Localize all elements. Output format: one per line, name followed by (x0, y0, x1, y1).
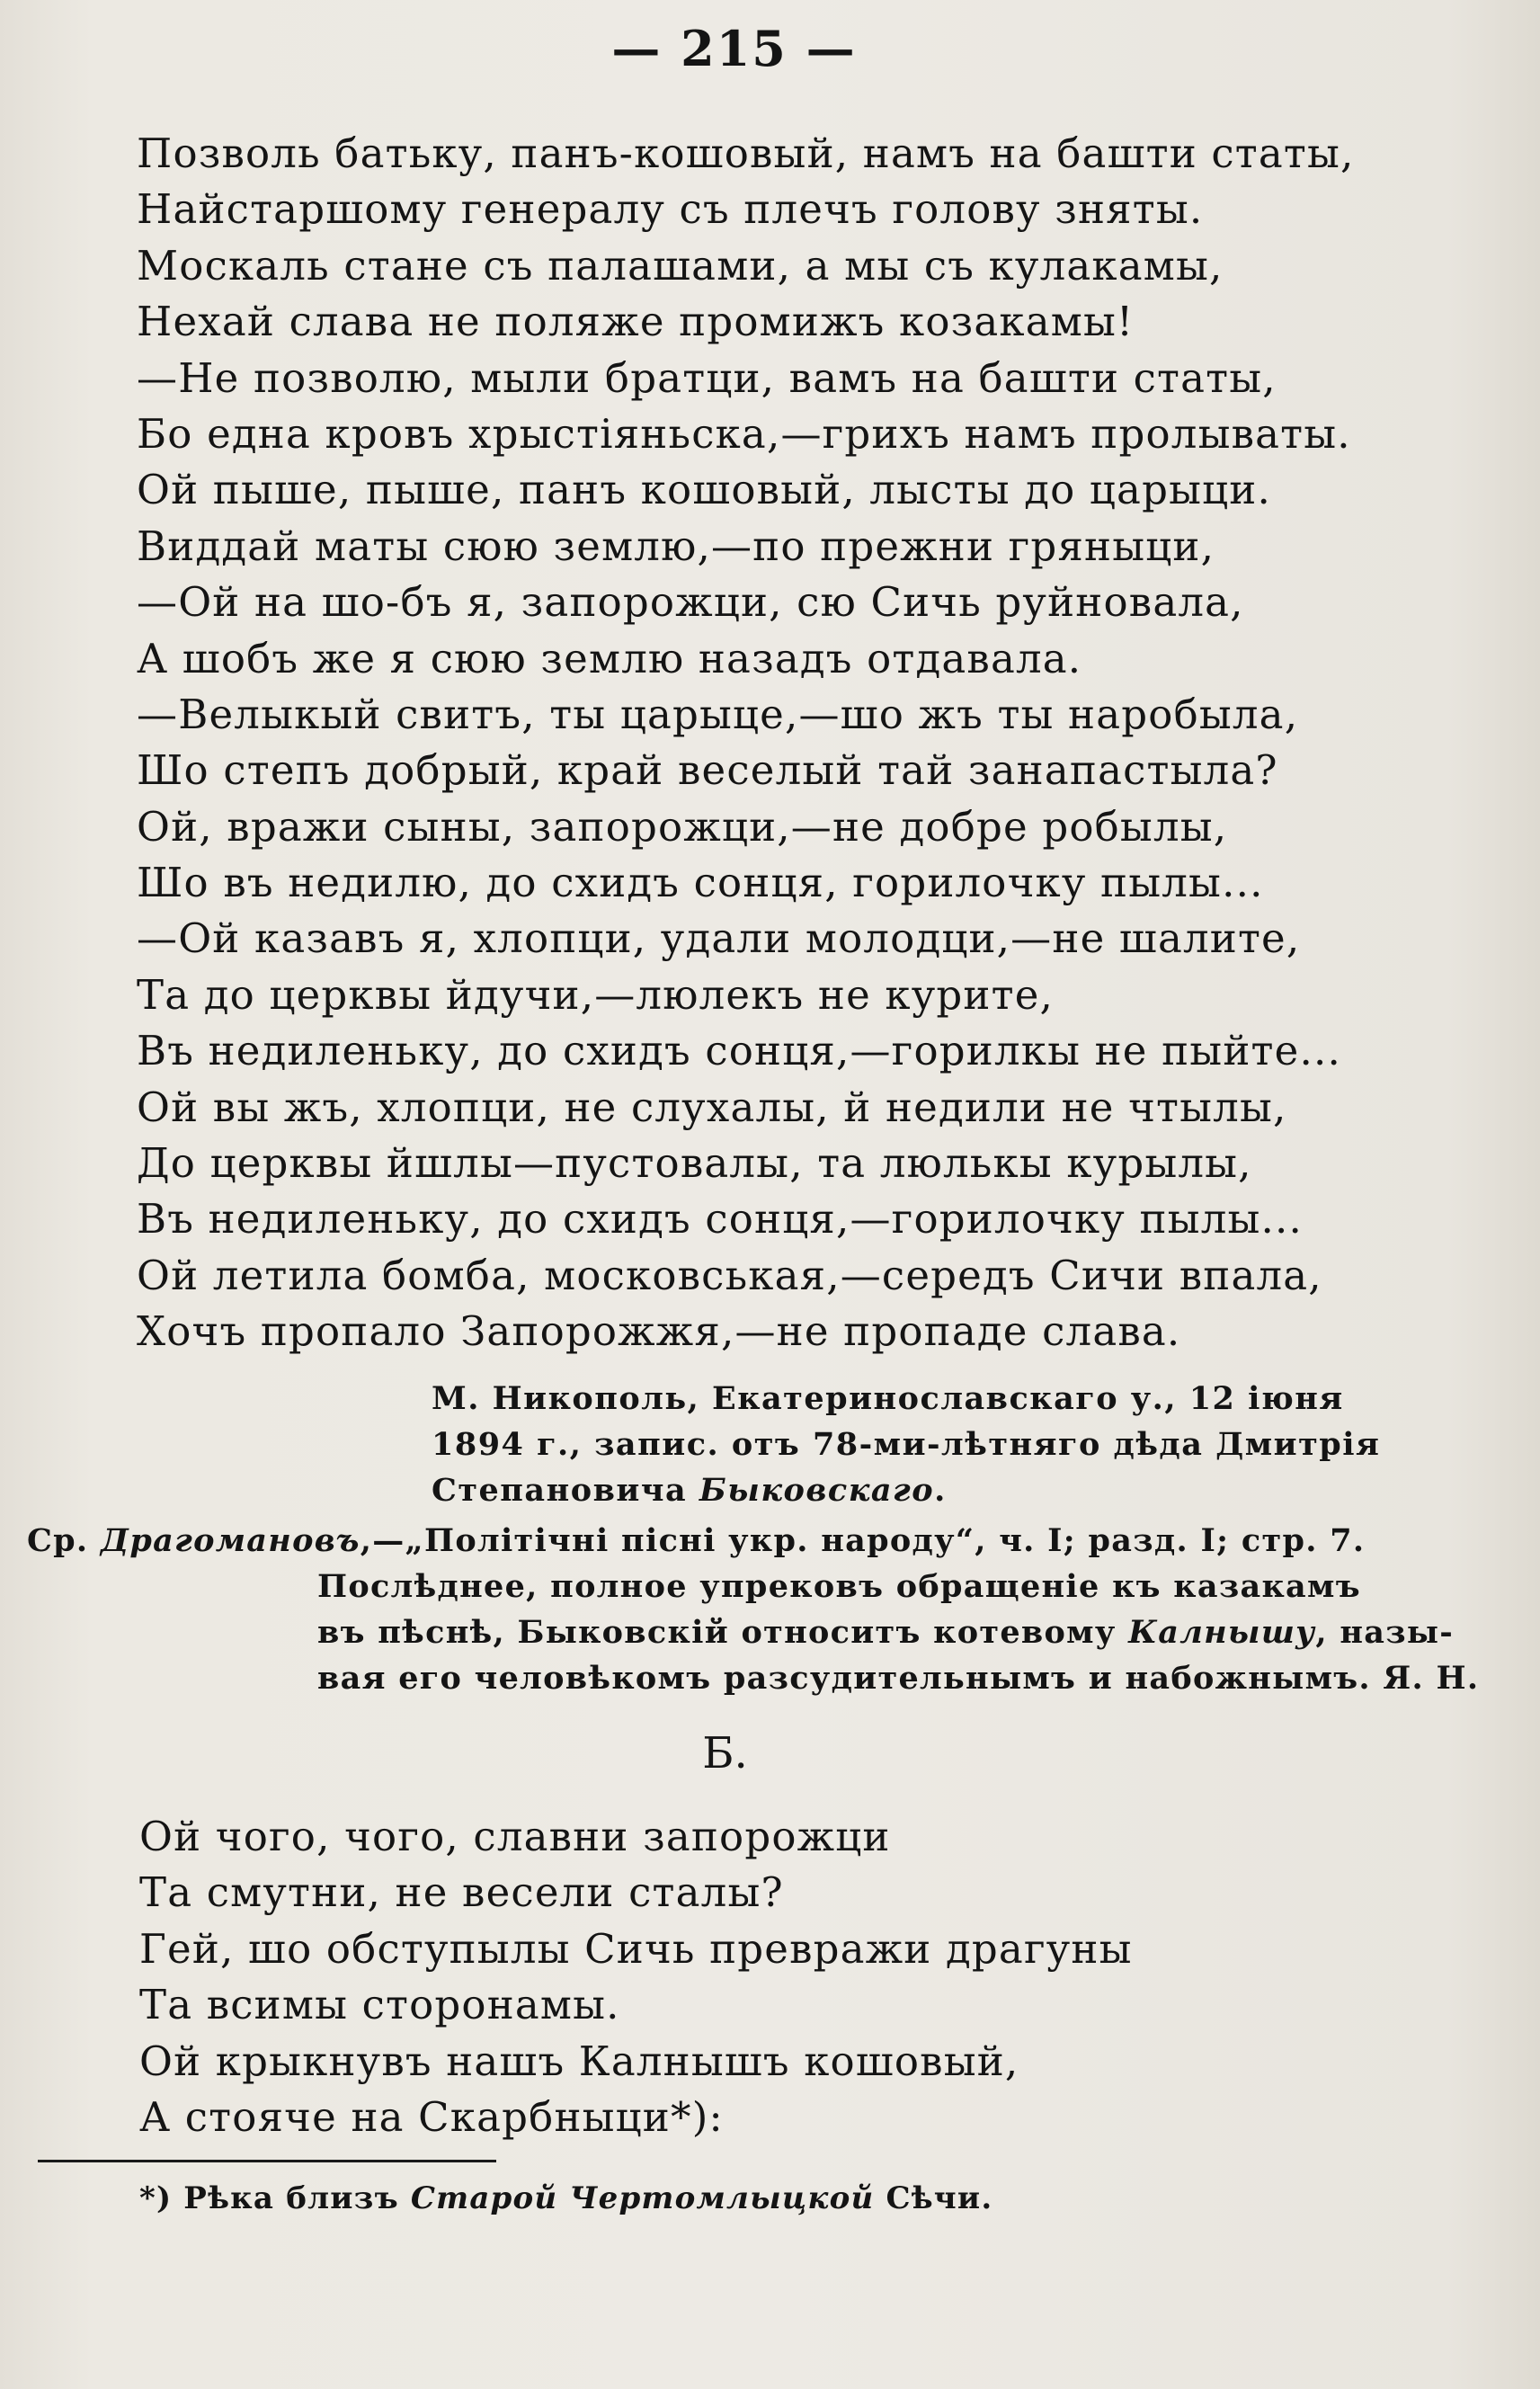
crossref-citation: ,—„Політічні пісні укр. народу“, ч. І; разд. І; стр. 7. (360, 1522, 1366, 1559)
poem-line: Гей, шо обступылы Сичь превражи драгуны (139, 1924, 1133, 1973)
poem-line: Шо въ недилю, до схидъ сонця, горилочку пылы... (137, 859, 1264, 907)
crossref-line (27, 1518, 1501, 1564)
poem-line: А шобъ же я сюю землю назадъ отдавала. (137, 634, 1082, 682)
section-heading: Б. (702, 1728, 748, 1778)
crossref-note-line: вая его человѣкомъ разсудительнымъ и набожнымъ. Я. Н. (317, 1660, 1480, 1697)
source-attribution (432, 1376, 1456, 1513)
attribution-line (432, 1467, 1456, 1513)
poem-line: Москаль стане съ палашами, а мы съ кулакамы, (137, 241, 1224, 290)
poem-line: Нехай слава не поляже промижъ козакамы! (137, 298, 1135, 346)
crossref-note-text: , назы- (1315, 1614, 1455, 1651)
attribution-line: 1894 г., запис. отъ 78-ми-лѣтняго дѣда Дмитрія (432, 1426, 1381, 1463)
footnote-text: Сѣчи. (874, 2180, 993, 2216)
poem-line: Хочъ пропало Запорожжя,—не пропаде слава. (137, 1307, 1181, 1356)
cross-reference (27, 1518, 1501, 1701)
footnote-divider (38, 2160, 496, 2162)
poem-line: Та до церквы йдучи,—люлекъ не курите, (137, 970, 1055, 1019)
page-number: — 215 — (611, 20, 857, 77)
poem-line: Ой летила бомба, московськая,—середъ Сичи впала, (137, 1251, 1322, 1299)
attribution-line: М. Никополь, Екатеринославскаго у., 12 іюня (432, 1380, 1344, 1417)
crossref-note-line (27, 1609, 1501, 1655)
poem-line: Въ недиленьку, до схидъ сонця,—горилочку пылы... (137, 1195, 1304, 1244)
poem-line: Въ недиленьку, до схидъ сонця,—горилкы не пыйте... (137, 1027, 1341, 1075)
crossref-author: Драгомановъ (100, 1522, 361, 1559)
informant-name: Быковскаго (699, 1472, 935, 1509)
poem-line: —Ой на шо-бъ я, запорожци, сю Сичь руйновала, (137, 578, 1244, 627)
poem-line: Найстаршому генералу съ плечъ голову зняты. (137, 185, 1204, 234)
poem-line: Ой вы жъ, хлопци, не слухалы, й недили не чтылы, (137, 1083, 1287, 1131)
poem-line: Бо една кровъ хрыстіяньска,—грихъ намъ пролываты. (137, 409, 1351, 458)
poem-line: До церквы йшлы—пустовалы, та люлькы курылы, (137, 1139, 1252, 1188)
poem-b (139, 1809, 1488, 2145)
footnote-place: Старой Чертомлыцкой (410, 2180, 875, 2216)
crossref-note-name: Калнышу (1128, 1614, 1316, 1651)
poem-a (137, 126, 1485, 1360)
attribution-text: Степановича (432, 1472, 699, 1509)
poem-line: Ой крыкнувъ нашъ Калнышъ кошовый, (139, 2037, 1019, 2085)
attribution-text: . (934, 1472, 947, 1509)
poem-line: Ой, вражи сыны, запорожци,—не добре робылы, (137, 802, 1228, 851)
crossref-note-line: Послѣднее, полное упрековъ обращеніе къ казакамъ (317, 1568, 1361, 1605)
poem-line: Виддай маты сюю землю,—по прежни гряныци, (137, 521, 1215, 570)
poem-line: Ой чого, чого, славни запорожци (139, 1813, 891, 1860)
poem-line: Ой пыше, пыше, панъ кошовый, лысты до царыци. (137, 466, 1271, 514)
footnote (139, 2176, 993, 2221)
crossref-prefix: Ср. (27, 1522, 101, 1559)
crossref-note-text: въ пѣснѣ, Быковскій относитъ котевому (317, 1614, 1129, 1651)
poem-line: Шо степъ добрый, край веселый тай занапастыла? (137, 746, 1278, 795)
poem-line: —Велыкый свитъ, ты царыце,—шо жъ ты наробыла, (137, 690, 1299, 738)
poem-line: А стояче на Скарбныци*): (139, 2092, 724, 2141)
poem-line: Та смутни, не весели сталы? (139, 1868, 784, 1917)
poem-line: Та всимы сторонамы. (139, 1981, 620, 2029)
poem-line: Позволь батьку, панъ-кошовый, намъ на башти статы, (137, 129, 1355, 177)
poem-line: —Не позволю, мыли братци, вамъ на башти статы, (137, 353, 1277, 402)
poem-line: —Ой казавъ я, хлопци, удали молодци,—не шалите, (137, 914, 1301, 963)
footnote-text: *) Рѣка близъ (139, 2180, 411, 2216)
